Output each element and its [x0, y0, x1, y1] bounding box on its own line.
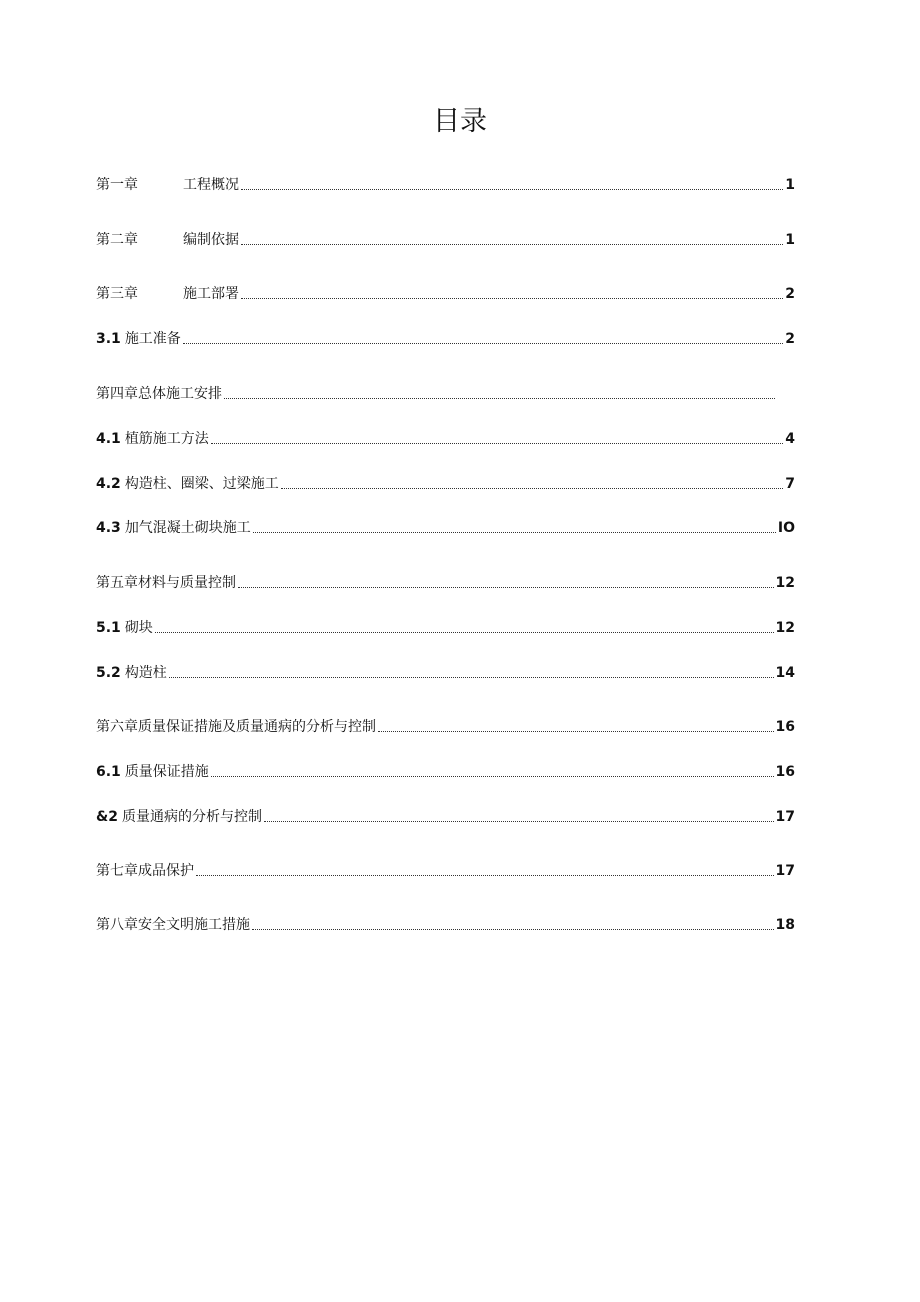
toc-entry[interactable]: [96, 663, 795, 683]
toc-leader-dots: [169, 677, 774, 678]
toc-entry-text: 质量通病的分析与控制: [121, 809, 262, 825]
toc-entry-text: 编制依据: [183, 232, 239, 248]
toc-entry[interactable]: [96, 717, 795, 737]
toc-entry-page: 7: [785, 476, 795, 492]
toc-entry[interactable]: [96, 915, 795, 935]
toc-entry-page: 1: [785, 232, 795, 248]
toc-leader-dots: [378, 731, 774, 732]
toc-entry[interactable]: [96, 573, 795, 593]
toc-entry-text: 第七章成品保护: [96, 863, 194, 879]
toc-entry-number: 5.2: [96, 665, 121, 681]
toc-entry-page: 2: [785, 286, 795, 302]
toc-entry-number: 5.1: [96, 620, 121, 636]
toc-entry[interactable]: [96, 474, 795, 494]
toc-leader-dots: [241, 244, 783, 245]
toc-entry-number: 第二章: [96, 232, 138, 248]
toc-entry-page: 2: [785, 331, 795, 347]
toc-leader-dots: [252, 929, 774, 930]
toc-entry[interactable]: [96, 175, 795, 195]
toc-entry[interactable]: [96, 861, 795, 881]
toc-entry[interactable]: [96, 230, 795, 250]
toc-entry-text: 第六章质量保证措施及质量通病的分析与控制: [96, 719, 376, 735]
toc-title: 目录: [433, 106, 487, 137]
toc-entry-text: 质量保证措施: [124, 764, 209, 780]
toc-entry-page: 14: [775, 665, 795, 681]
toc-entry[interactable]: [96, 807, 795, 827]
toc-entry-text: 第五章材料与质量控制: [96, 575, 236, 591]
toc-entry[interactable]: [96, 284, 795, 304]
toc-entry-page: 18: [775, 917, 795, 933]
toc-entry-page: 16: [775, 764, 795, 780]
toc-leader-dots: [281, 488, 783, 489]
toc-leader-dots: [241, 298, 783, 299]
toc-entry[interactable]: [96, 384, 795, 404]
toc-leader-dots: [238, 587, 774, 588]
toc-leader-dots: [155, 632, 774, 633]
toc-entry-text: 植筋施工方法: [124, 431, 209, 447]
toc-entry[interactable]: [96, 618, 795, 638]
toc-entry-page: 1: [785, 177, 795, 193]
toc-entry-number: 第一章: [96, 177, 138, 193]
toc-entry[interactable]: [96, 329, 795, 349]
toc-entry-number: &2: [96, 809, 118, 825]
toc-entry[interactable]: [96, 762, 795, 782]
toc-leader-dots: [183, 343, 783, 344]
toc-entry-page: 17: [775, 863, 795, 879]
toc-leader-dots: [264, 821, 774, 822]
toc-entry-text: 加气混凝土砌块施工: [124, 520, 251, 536]
toc-leader-dots: [211, 443, 783, 444]
toc-entry-text: 第四章总体施工安排: [96, 386, 222, 402]
toc-entry-page: 17: [775, 809, 795, 825]
toc-leader-dots: [253, 532, 776, 533]
toc-entry-page: 16: [775, 719, 795, 735]
toc-entry-page: 12: [775, 620, 795, 636]
toc-entry-page: IO: [777, 520, 795, 536]
toc-entry-page: 12: [775, 575, 795, 591]
toc-entry[interactable]: [96, 518, 795, 538]
toc-entry-number: 6.1: [96, 764, 121, 780]
toc-leader-dots: [241, 189, 783, 190]
toc-entry-text: 施工部署: [183, 286, 239, 302]
toc-entry-number: 4.3: [96, 520, 121, 536]
toc-leader-dots: [224, 398, 775, 399]
toc-leader-dots: [211, 776, 774, 777]
toc-entry-text: 工程概况: [183, 177, 239, 193]
toc-entry-text: 构造柱、圈梁、过梁施工: [124, 476, 279, 492]
toc-entry-text: 砌块: [124, 620, 153, 636]
toc-entry-number: 4.1: [96, 431, 121, 447]
toc-entry-number: 3.1: [96, 331, 121, 347]
toc-entry-text: 施工准备: [124, 331, 181, 347]
toc-entry-page: 4: [785, 431, 795, 447]
toc-entry-number: 4.2: [96, 476, 121, 492]
toc-entry[interactable]: [96, 429, 795, 449]
toc-entry-number: 第三章: [96, 286, 138, 302]
toc-leader-dots: [196, 875, 774, 876]
toc-entry-text: 第八章安全文明施工措施: [96, 917, 250, 933]
toc-entry-text: 构造柱: [124, 665, 167, 681]
